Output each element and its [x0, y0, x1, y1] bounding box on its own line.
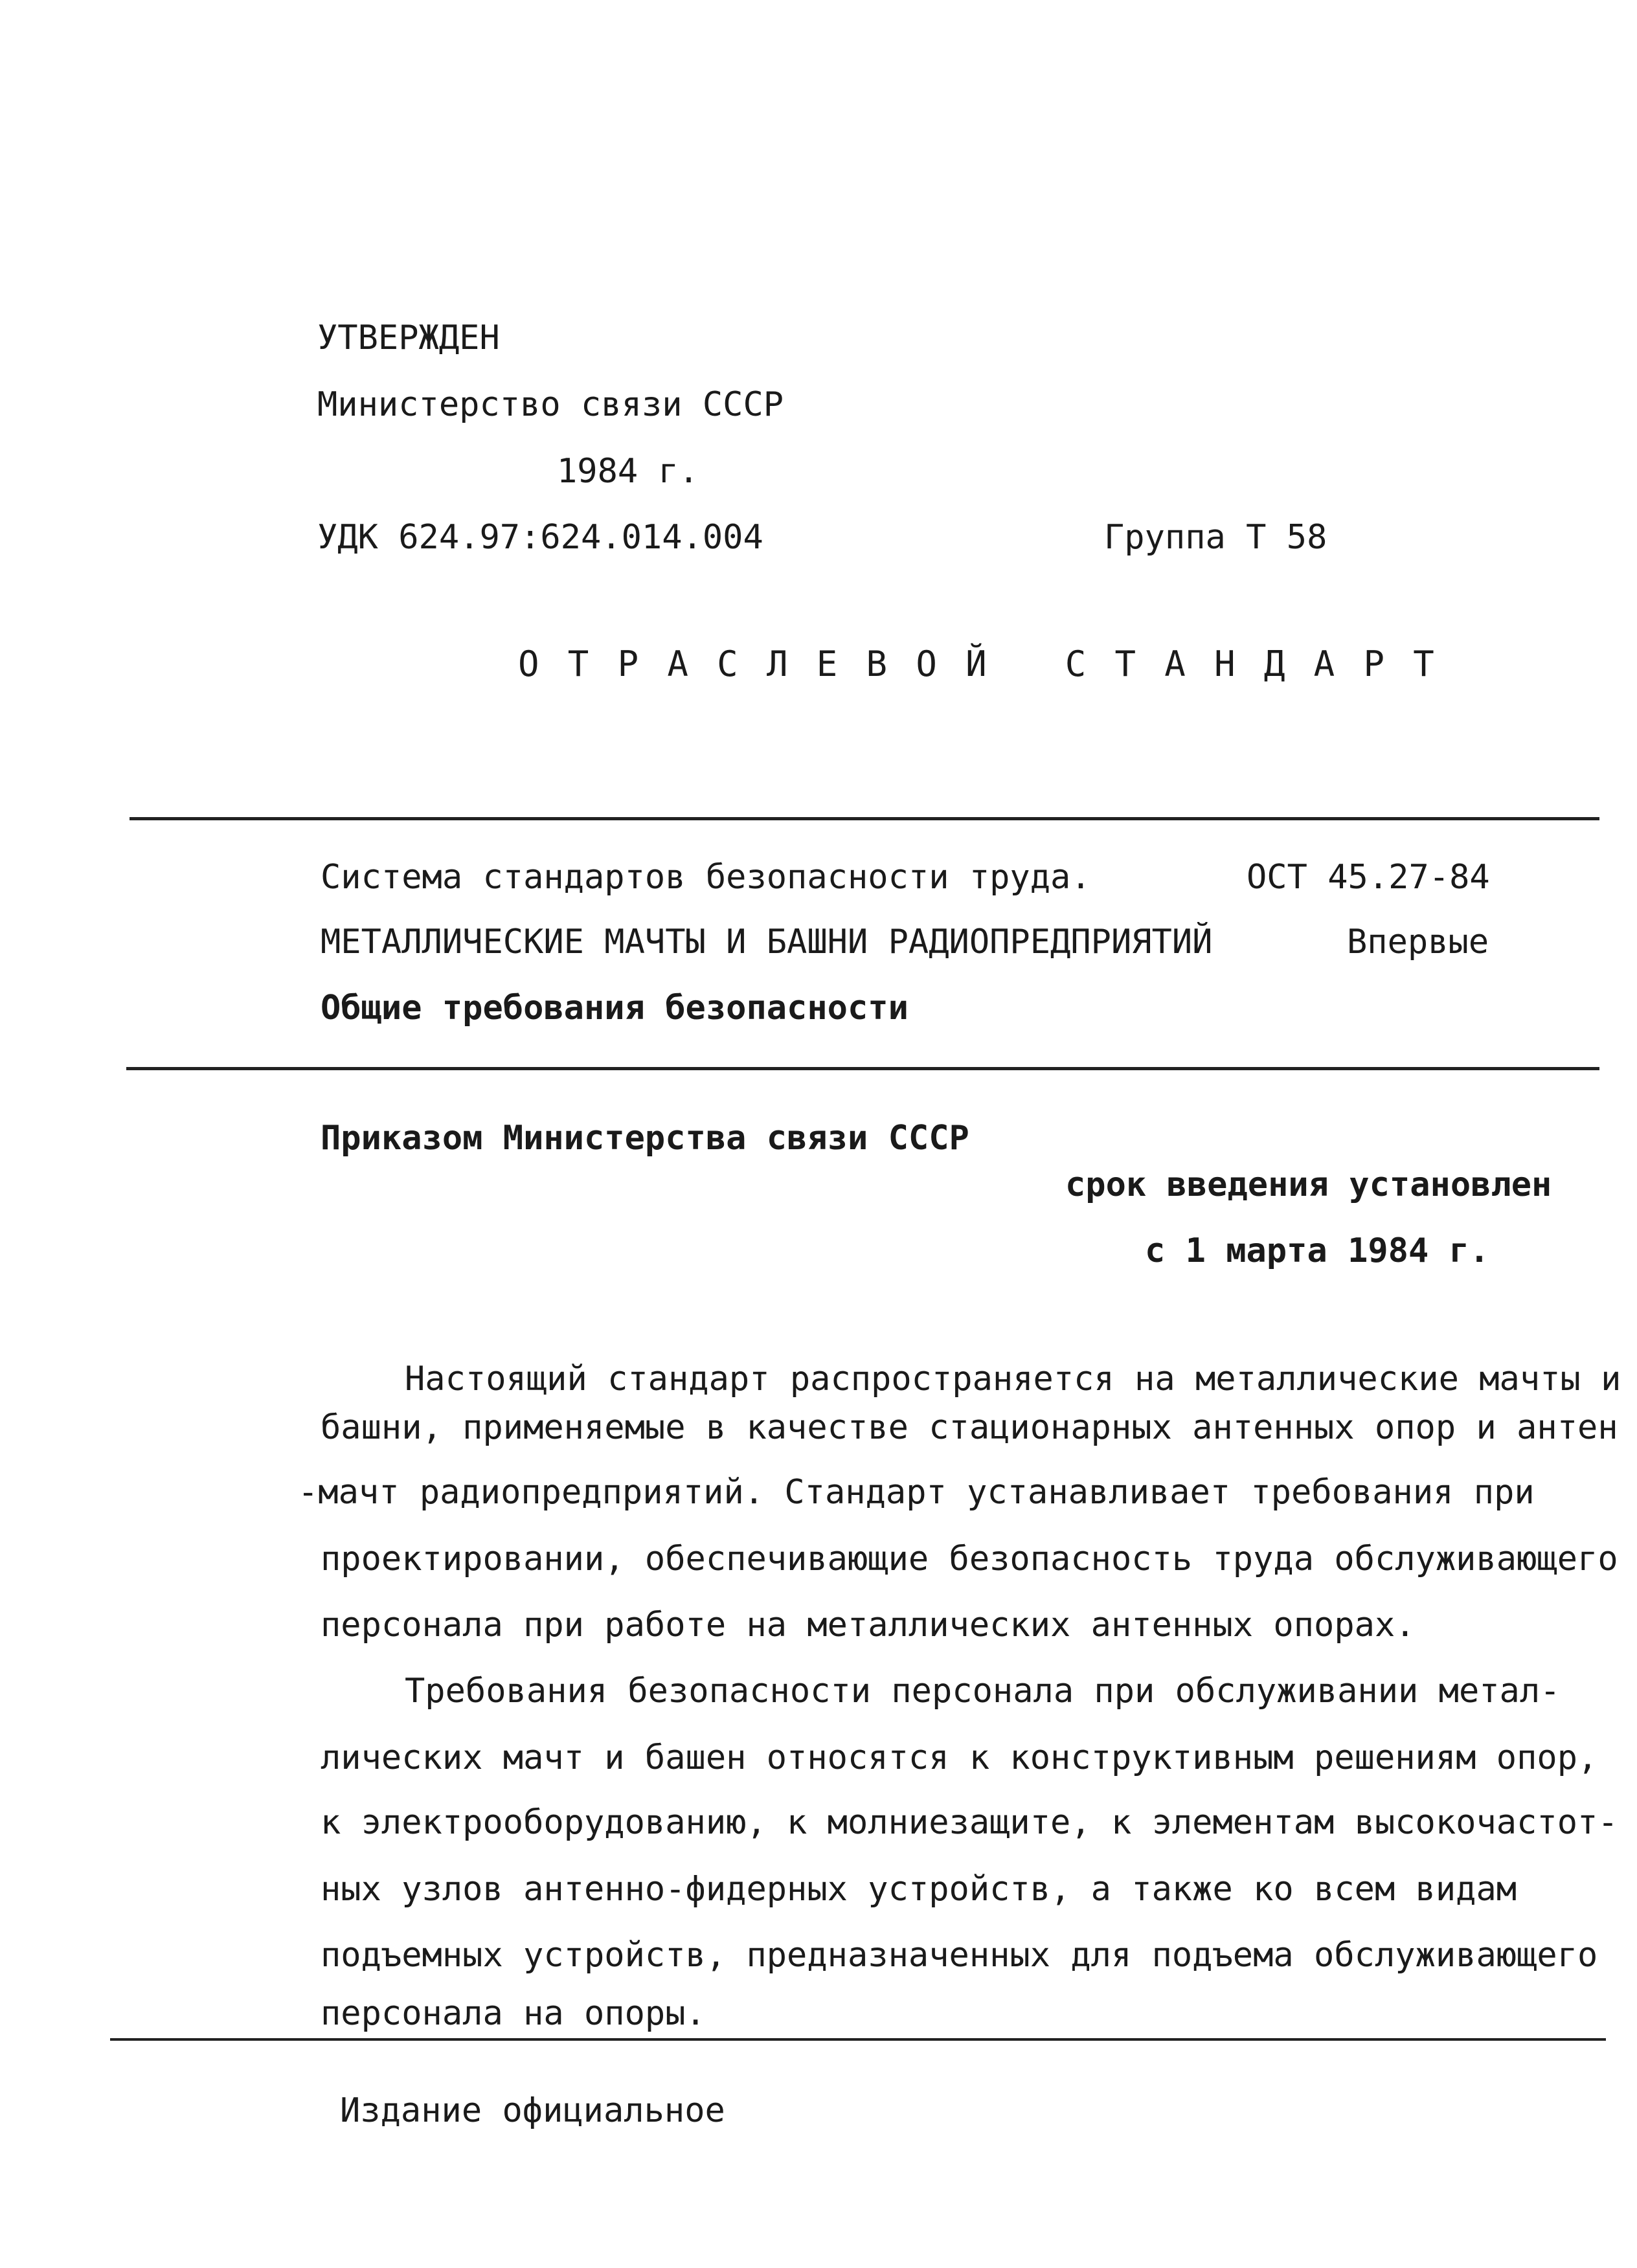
body-paragraph-1-line-4: проектировании, обеспечивающие безопасность труда обслуживающего [321, 1540, 1618, 1578]
standard-requirements: Общие требования безопасности [321, 989, 909, 1027]
standard-system: Система стандартов безопасности труда. [321, 858, 1091, 897]
order-line-2: срок введения установлен [1065, 1165, 1552, 1204]
body-paragraph-1-line-1: Настоящий стандарт распространяется на металлические мачты и [405, 1360, 1621, 1398]
body-paragraph-2-line-3: к электрооборудованию, к молниезащите, к элементам высокочастот- [321, 1803, 1618, 1842]
body-paragraph-1-line-5: персонала при работе на металлических антенных опорах. [321, 1606, 1416, 1645]
approval-year: 1984 г. [557, 452, 699, 491]
approval-ministry: Министерство связи СССР [317, 385, 784, 424]
edition-label: Издание официальное [340, 2091, 725, 2130]
standard-type-heading: ОТРАСЛЕВОЙ СТАНДАРТ [518, 644, 1463, 684]
approval-label: УТВЕРЖДЕН [317, 319, 500, 357]
title-block-bottom-rule [126, 1067, 1599, 1070]
body-paragraph-1-line-2: башни, применяемые в качестве стационарных антенных опор и антен [321, 1408, 1618, 1447]
group-code: Группа Т 58 [1104, 518, 1327, 557]
footer-rule [110, 2038, 1606, 2041]
standard-code: ОСТ 45.27-84 [1247, 858, 1490, 897]
body-paragraph-2-line-6: персонала на опоры. [321, 1994, 706, 2033]
body-paragraph-2-line-5: подъемных устройств, предназначенных для подъема обслуживающего [321, 1936, 1598, 1975]
order-line-1: Приказом Министерства связи СССР [321, 1119, 969, 1158]
body-paragraph-2-line-1: Требования безопасности персонала при обслуживании метал- [405, 1672, 1561, 1711]
body-paragraph-2-line-4: ных узлов антенно-фидерных устройств, а также ко всем видам [321, 1870, 1517, 1909]
standard-status: Впервые [1347, 923, 1489, 961]
udk-code: УДК 624.97:624.014.004 [317, 518, 763, 557]
title-block-top-rule [130, 817, 1599, 820]
body-paragraph-2-line-2: лических мачт и башен относятся к конструктивным решениям опор, [321, 1738, 1598, 1777]
standard-subject: МЕТАЛЛИЧЕСКИЕ МАЧТЫ И БАШНИ РАДИОПРЕДПРИЯТИЙ [321, 923, 1213, 961]
order-line-3: с 1 марта 1984 г. [1145, 1231, 1490, 1270]
body-paragraph-1-line-3: -мачт радиопредприятий. Стандарт устанавливает требования при [298, 1473, 1535, 1512]
